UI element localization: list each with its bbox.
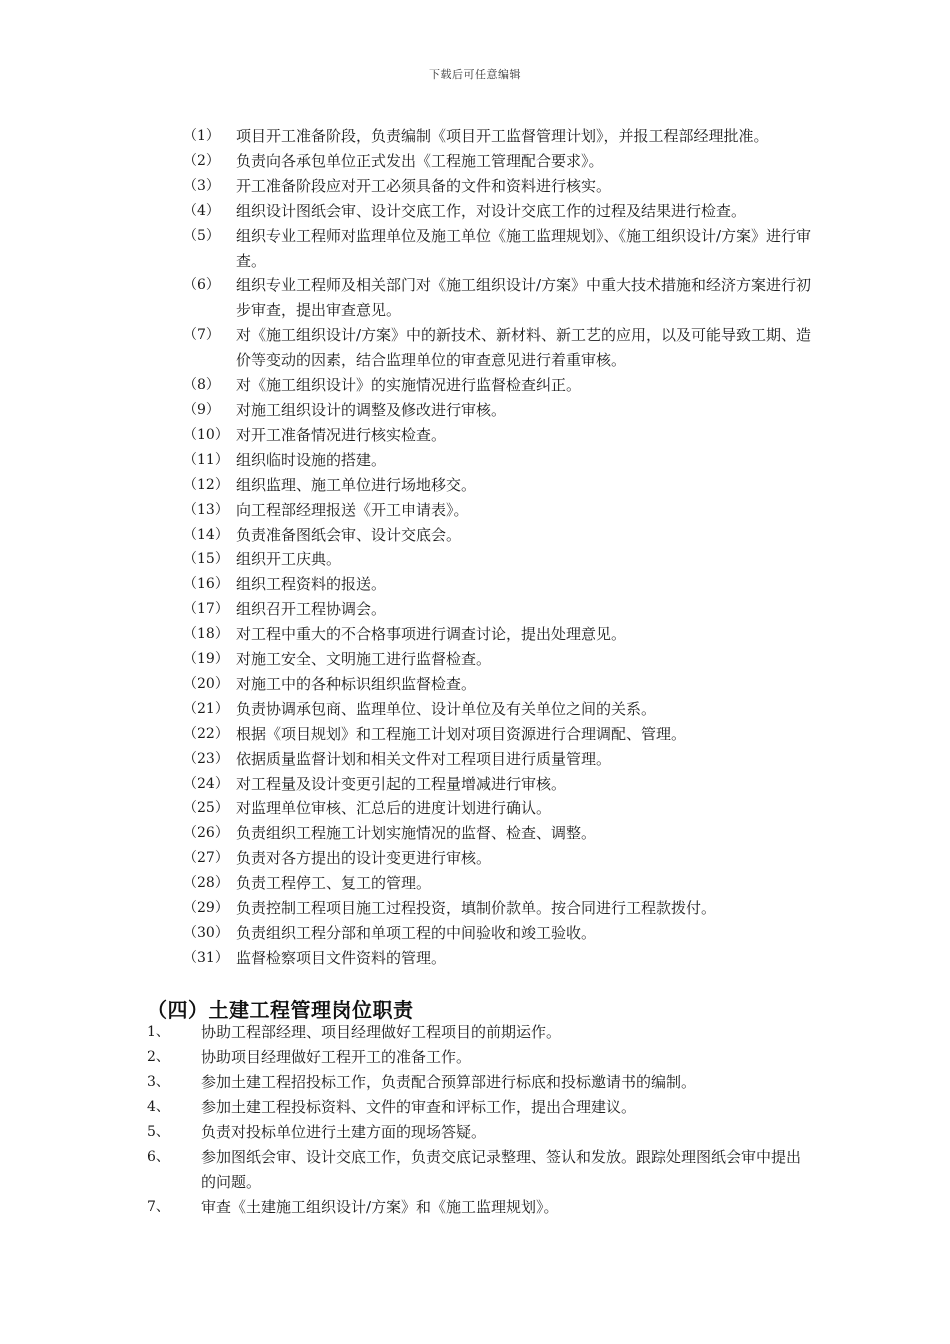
item-number: （25） [183, 800, 229, 817]
list-item [0, 921, 950, 946]
item-text: 协助工程部经理、项目经理做好工程项目的前期运作。 [201, 1023, 562, 1041]
list-item [0, 871, 950, 896]
item-number: （27） [183, 850, 229, 867]
item-text: 组织设计图纸会审、设计交底工作，对设计交底工作的过程及结果进行检查。 [236, 201, 747, 220]
list-item [0, 423, 950, 448]
item-number: （8） [183, 377, 220, 394]
item-number: （23） [183, 750, 229, 767]
item-number: （11） [183, 451, 229, 468]
list-item [0, 1120, 950, 1145]
item-text: 对开工准备情况进行核实检查。 [236, 425, 447, 444]
item-text: 向工程部经理报送《开工申请表》。 [236, 500, 469, 519]
item-number: （1） [183, 128, 220, 144]
list-item [0, 572, 950, 597]
item-number: （2） [183, 152, 220, 169]
list-item [0, 896, 950, 921]
item-number: （12） [183, 476, 229, 493]
item-number: （4） [183, 202, 220, 219]
item-text: 协助项目经理做好工程开工的准备工作。 [201, 1048, 472, 1066]
item-text: 开工准备阶段应对开工必须具备的文件和资料进行核实。 [236, 176, 612, 195]
item-number: （3） [183, 177, 220, 194]
item-number: （5） [183, 227, 220, 244]
list-item [0, 1145, 950, 1195]
item-number: （13） [183, 501, 229, 518]
item-text: 对《施工组织设计/方案》中的新技术、新材料、新工艺的应用，以及可能导致工期、造价等变动的因素，结合监理单位的审查意见进行着重审核。 [236, 326, 812, 370]
item-text: 负责协调承包商、监理单位、设计单位及有关单位之间的关系。 [236, 699, 657, 718]
item-text: 参加土建工程投标资料、文件的审查和评标工作，提出合理建议。 [201, 1098, 637, 1116]
item-number: （7） [183, 327, 220, 344]
item-text: 对工程中重大的不合格事项进行调查讨论，提出处理意见。 [236, 625, 627, 644]
list-item [0, 149, 950, 174]
item-number: （24） [183, 775, 229, 792]
list-item [0, 398, 950, 423]
list-item [0, 523, 950, 548]
item-number: （20） [183, 675, 229, 692]
item-number: 1、 [147, 1024, 170, 1040]
item-number: 2、 [147, 1049, 170, 1065]
item-text: 对施工组织设计的调整及修改进行审核。 [236, 400, 507, 419]
item-text: 组织工程资料的报送。 [236, 575, 387, 594]
item-number: 5、 [147, 1124, 170, 1140]
list-item [0, 448, 950, 473]
item-number: 7、 [147, 1199, 170, 1215]
item-text: 组织专业工程师对监理单位及施工单位《施工监理规划》、《施工组织设计/方案》进行审查。 [236, 226, 812, 270]
list-item [0, 199, 950, 224]
item-number: （29） [183, 900, 229, 917]
item-text: 对施工中的各种标识组织监督检查。 [236, 674, 477, 693]
list-item [0, 124, 950, 149]
item-number: （22） [183, 725, 229, 742]
item-text: 负责工程停工、复工的管理。 [236, 874, 432, 893]
item-text: 对工程量及设计变更引起的工程量增减进行审核。 [236, 774, 567, 793]
item-text: 参加图纸会审、设计交底工作，负责交底记录整理、签认和发放。跟踪处理图纸会审中提出的问题。 [201, 1148, 802, 1191]
item-number: （6） [183, 277, 220, 294]
item-number: （26） [183, 825, 229, 842]
list-item [0, 1195, 950, 1220]
list-item [0, 547, 950, 572]
list-item [0, 946, 950, 971]
item-text: 组织专业工程师及相关部门对《施工组织设计/方案》中重大技术措施和经济方案进行初步审查，提出审查意见。 [236, 276, 812, 320]
list-item [0, 498, 950, 523]
item-number: 4、 [147, 1099, 170, 1115]
list-item [0, 647, 950, 672]
list-item [0, 323, 950, 373]
item-text: 负责对投标单位进行土建方面的现场答疑。 [201, 1123, 487, 1141]
item-number: （19） [183, 651, 229, 668]
list-item [0, 722, 950, 747]
list-item [0, 796, 950, 821]
item-text: 组织监理、施工单位进行场地移交。 [236, 475, 477, 494]
item-text: 对监理单位审核、汇总后的进度计划进行确认。 [236, 799, 552, 818]
list-item [0, 224, 950, 274]
list-item [0, 846, 950, 871]
item-text: 组织召开工程协调会。 [236, 600, 387, 619]
list-item [0, 1020, 950, 1045]
item-text: 对施工安全、文明施工进行监督检查。 [236, 650, 492, 669]
item-number: （14） [183, 526, 229, 543]
item-number: （10） [183, 426, 229, 443]
list-item [0, 174, 950, 199]
list-item [0, 1045, 950, 1070]
item-number: 3、 [147, 1074, 170, 1090]
list-item [0, 697, 950, 722]
list-item [0, 473, 950, 498]
item-number: （16） [183, 576, 229, 593]
list-item [0, 597, 950, 622]
item-text: 审查《土建施工组织设计/方案》和《施工监理规划》。 [201, 1198, 559, 1216]
item-text: 负责向各承包单位正式发出《工程施工管理配合要求》。 [236, 151, 604, 170]
list-item [0, 373, 950, 398]
item-text: 负责控制工程项目施工过程投资，填制价款单。按合同进行工程款拨付。 [236, 899, 717, 918]
item-number: （15） [183, 551, 229, 568]
item-number: （21） [183, 700, 229, 717]
item-text: 负责组织工程施工计划实施情况的监督、检查、调整。 [236, 824, 597, 843]
item-number: （17） [183, 601, 229, 618]
item-number: 6、 [147, 1149, 170, 1165]
item-text: 对《施工组织设计》的实施情况进行监督检查纠正。 [236, 376, 582, 395]
list-item [0, 672, 950, 697]
item-text: 依据质量监督计划和相关文件对工程项目进行质量管理。 [236, 749, 612, 768]
list-item [0, 747, 950, 772]
item-number: （31） [183, 949, 229, 966]
page-header: 下载后可任意编辑 [429, 68, 521, 81]
item-number: （28） [183, 875, 229, 892]
duty-list-civil [0, 1020, 950, 1220]
item-text: 负责对各方提出的设计变更进行审核。 [236, 849, 492, 868]
list-item [0, 273, 950, 323]
item-text: 负责组织工程分部和单项工程的中间验收和竣工验收。 [236, 924, 597, 942]
item-number: （18） [183, 626, 229, 643]
list-item [0, 1070, 950, 1095]
list-item [0, 821, 950, 846]
item-number: （9） [183, 401, 220, 418]
list-item [0, 772, 950, 797]
item-text: 参加土建工程招投标工作，负责配合预算部进行标底和投标邀请书的编制。 [201, 1073, 697, 1091]
list-item [0, 1095, 950, 1120]
item-text: 负责准备图纸会审、设计交底会。 [236, 525, 462, 544]
item-text: 监督检察项目文件资料的管理。 [236, 948, 447, 967]
item-number: （30） [183, 925, 229, 941]
section-heading: （四）土建工程管理岗位职责 [147, 998, 414, 1022]
item-text: 根据《项目规划》和工程施工计划对项目资源进行合理调配、管理。 [236, 724, 687, 743]
duty-list-project [0, 124, 950, 971]
item-text: 项目开工准备阶段，负责编制《项目开工监督管理计划》，并报工程部经理批准。 [236, 127, 769, 145]
list-item [0, 622, 950, 647]
item-text: 组织开工庆典。 [236, 550, 342, 569]
item-text: 组织临时设施的搭建。 [236, 450, 387, 469]
